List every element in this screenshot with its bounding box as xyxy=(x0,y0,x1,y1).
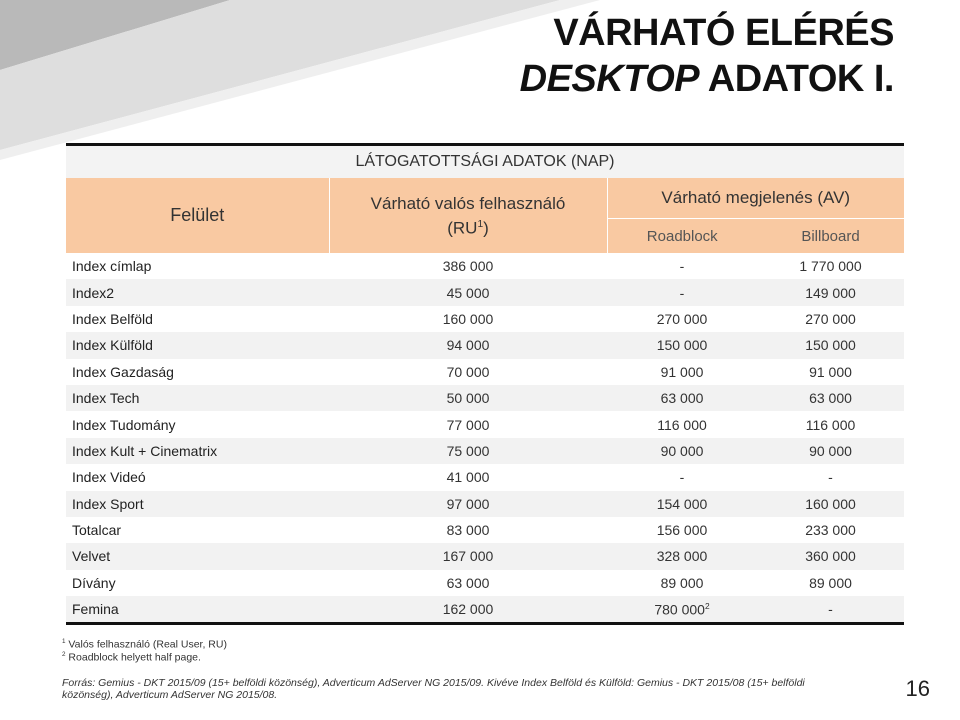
footnote-1 xyxy=(62,638,227,651)
cell-billboard xyxy=(757,359,904,385)
cell-users-value: 162 000 xyxy=(442,601,494,618)
cell-surface-name-value: Index Külföld xyxy=(72,337,153,354)
cell-surface-name xyxy=(66,517,329,543)
cell-surface-name xyxy=(66,438,329,464)
cell-users xyxy=(329,464,607,490)
audience-table xyxy=(66,143,904,625)
footnote-2 xyxy=(62,651,201,664)
table-row xyxy=(66,359,904,385)
cell-roadblock-value: 780 000 xyxy=(654,601,705,618)
cell-surface-name xyxy=(66,570,329,596)
cell-roadblock-value: 91 000 xyxy=(660,363,704,380)
cell-roadblock xyxy=(607,596,757,622)
cell-users-value: 97 000 xyxy=(446,495,490,512)
table-row xyxy=(66,279,904,305)
cell-roadblock-value: 154 000 xyxy=(656,495,708,512)
cell-users xyxy=(329,385,607,411)
cell-surface-name-value: Index Kult + Cinematrix xyxy=(72,442,218,459)
footnote-2-text: Roadblock helyett half page. xyxy=(65,651,201,664)
cell-billboard-value: 91 000 xyxy=(809,363,852,380)
cell-roadblock-value: 89 000 xyxy=(660,574,704,591)
cell-users xyxy=(329,491,607,517)
cell-billboard-value: 149 000 xyxy=(805,284,856,301)
cell-users xyxy=(329,570,607,596)
cell-billboard-value: 360 000 xyxy=(805,548,856,565)
cell-surface-name-value: Index Sport xyxy=(72,495,144,512)
cell-roadblock-value: 270 000 xyxy=(656,310,708,327)
cell-roadblock xyxy=(607,543,757,569)
page-number: 16 xyxy=(905,676,930,701)
cell-users xyxy=(329,411,607,437)
table-row xyxy=(66,491,904,517)
cell-roadblock-value: 156 000 xyxy=(656,522,708,539)
cell-billboard xyxy=(757,253,904,279)
cell-users xyxy=(329,306,607,332)
cell-surface-name xyxy=(66,253,329,279)
col-header-users-line2 xyxy=(330,214,607,239)
cell-users-value: 83 000 xyxy=(446,522,490,539)
cell-surface-name-value: Femina xyxy=(72,601,119,618)
cell-users-value: 386 000 xyxy=(442,258,494,275)
table-bottom-rule xyxy=(66,622,904,625)
cell-surface-name xyxy=(66,464,329,490)
cell-billboard xyxy=(757,332,904,358)
cell-users xyxy=(329,279,607,305)
cell-roadblock xyxy=(607,464,757,490)
cell-surface-name-value: Index Tudomány xyxy=(72,416,176,433)
cell-surface-name xyxy=(66,385,329,411)
cell-roadblock xyxy=(607,517,757,543)
cell-users-value: 94 000 xyxy=(446,337,490,354)
cell-roadblock xyxy=(607,491,757,517)
cell-billboard-value: 116 000 xyxy=(805,416,856,433)
cell-roadblock xyxy=(607,411,757,437)
cell-users xyxy=(329,332,607,358)
cell-roadblock-value: 150 000 xyxy=(656,337,708,354)
cell-users-value: 167 000 xyxy=(442,548,494,565)
cell-surface-name-value: Index Gazdaság xyxy=(72,363,174,380)
cell-surface-name-value: Index Videó xyxy=(72,469,146,486)
col-header-users xyxy=(329,178,607,253)
cell-roadblock xyxy=(607,279,757,305)
cell-users xyxy=(329,438,607,464)
cell-roadblock xyxy=(607,385,757,411)
cell-surface-name-value: Index címlap xyxy=(72,258,152,275)
table-row xyxy=(66,570,904,596)
cell-billboard xyxy=(757,306,904,332)
cell-roadblock-value: 63 000 xyxy=(660,390,704,407)
cell-roadblock-value: - xyxy=(679,284,685,301)
cell-billboard xyxy=(757,411,904,437)
cell-billboard-value: - xyxy=(828,601,833,618)
cell-surface-name-value: Index Tech xyxy=(72,390,140,407)
table-row xyxy=(66,438,904,464)
table-row xyxy=(66,253,904,279)
cell-users-value: 70 000 xyxy=(446,363,490,380)
cell-users-value: 50 000 xyxy=(446,390,490,407)
cell-roadblock-value: - xyxy=(679,258,685,275)
table-row xyxy=(66,306,904,332)
cell-billboard xyxy=(757,279,904,305)
cell-billboard-value: 90 000 xyxy=(809,442,852,459)
cell-roadblock-value: 116 000 xyxy=(657,416,707,433)
cell-billboard xyxy=(757,570,904,596)
cell-users-value: 45 000 xyxy=(446,284,490,301)
col-header-billboard: Billboard xyxy=(757,219,904,254)
cell-users-value: 77 000 xyxy=(446,416,490,433)
cell-surface-name xyxy=(66,359,329,385)
cell-surface-name xyxy=(66,596,329,622)
source-note: Forrás: Gemius - DKT 2015/09 (15+ belföldi közönség), Adverticum AdServer NG 2015/09. Kivéve Index Belföld és Külföld: Gemius - DKT 2015/08 (15+ belföldi közönség), Adverticum AdServer NG 2015/08. xyxy=(62,677,805,701)
table-row xyxy=(66,385,904,411)
col-header-surface: Felület xyxy=(66,178,329,253)
cell-billboard xyxy=(757,543,904,569)
footnote-1-text: Valós felhasználó (Real User, RU) xyxy=(65,638,227,651)
cell-billboard-value: 233 000 xyxy=(805,522,856,539)
table-row xyxy=(66,332,904,358)
cell-surface-name xyxy=(66,411,329,437)
cell-billboard xyxy=(757,438,904,464)
cell-billboard xyxy=(757,491,904,517)
cell-roadblock-value: 90 000 xyxy=(660,442,704,459)
cell-surface-name-value: Index Belföld xyxy=(72,310,153,327)
cell-roadblock xyxy=(607,570,757,596)
col-header-impressions: Várható megjelenés (AV) xyxy=(607,178,904,219)
col-header-users-line1: Várható valós felhasználó xyxy=(370,193,566,213)
cell-users-value: 63 000 xyxy=(446,574,490,591)
cell-surface-name-value: Totalcar xyxy=(72,522,122,539)
footnote-2-mark: 2 xyxy=(62,651,66,658)
page-title xyxy=(520,10,894,102)
cell-users-value: 75 000 xyxy=(446,442,490,459)
cell-billboard xyxy=(757,517,904,543)
table-row xyxy=(66,411,904,437)
group-header: LÁTOGATOTTSÁGI ADATOK (NAP) xyxy=(66,146,904,178)
cell-roadblock xyxy=(607,359,757,385)
cell-surface-name-value: Velvet xyxy=(72,548,111,565)
cell-billboard xyxy=(757,385,904,411)
table-row xyxy=(66,543,904,569)
cell-billboard-value: 160 000 xyxy=(805,495,856,512)
cell-users xyxy=(329,253,607,279)
cell-surface-name xyxy=(66,279,329,305)
title-line-1: VÁRHATÓ ELÉRÉS xyxy=(553,12,894,54)
cell-roadblock xyxy=(607,306,757,332)
cell-roadblock-value: 328 000 xyxy=(656,548,708,565)
cell-roadblock-footnote-mark: 2 xyxy=(704,600,710,611)
cell-billboard-value: 63 000 xyxy=(809,390,852,407)
cell-billboard-value: 150 000 xyxy=(805,337,856,354)
cell-surface-name-value: Dívány xyxy=(72,574,116,591)
title-line-2-italic: DESKTOP xyxy=(519,58,700,100)
col-header-users-end: ) xyxy=(483,218,489,238)
table-row xyxy=(66,464,904,490)
cell-billboard-value: 89 000 xyxy=(809,574,852,591)
cell-surface-name xyxy=(66,491,329,517)
cell-surface-name xyxy=(66,332,329,358)
cell-roadblock-value: - xyxy=(679,469,685,486)
cell-users xyxy=(329,517,607,543)
cell-billboard-value: 1 770 000 xyxy=(799,258,862,275)
table-row xyxy=(66,596,904,622)
cell-roadblock xyxy=(607,438,757,464)
cell-surface-name xyxy=(66,306,329,332)
col-header-roadblock: Roadblock xyxy=(607,219,757,254)
cell-users-value: 160 000 xyxy=(442,310,494,327)
cell-roadblock xyxy=(607,253,757,279)
cell-users xyxy=(329,543,607,569)
cell-users xyxy=(329,359,607,385)
cell-users-value: 41 000 xyxy=(446,469,490,486)
cell-roadblock xyxy=(607,332,757,358)
cell-billboard xyxy=(757,596,904,622)
col-header-users-sub: (RU xyxy=(447,218,478,238)
cell-billboard-value: - xyxy=(828,469,833,486)
cell-users xyxy=(329,596,607,622)
title-line-2 xyxy=(520,56,894,102)
table-row xyxy=(66,517,904,543)
col-header-users-sup: 1 xyxy=(477,218,484,230)
footnote-1-mark: 1 xyxy=(62,638,66,645)
cell-billboard xyxy=(757,464,904,490)
cell-surface-name xyxy=(66,543,329,569)
cell-surface-name-value: Index2 xyxy=(72,284,115,301)
title-line-2-rest: ADATOK I. xyxy=(699,58,894,100)
cell-billboard-value: 270 000 xyxy=(805,310,856,327)
